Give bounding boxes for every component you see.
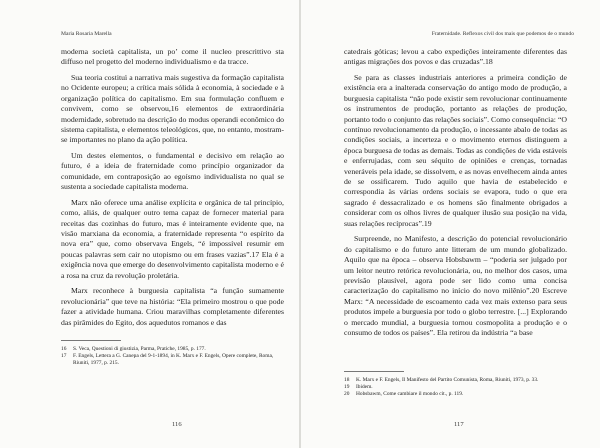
right-running-header: Fraternidade. Reflexos civil dos mais que podemos de o mundo <box>431 31 574 37</box>
right-footnotes <box>344 377 567 398</box>
right-page <box>301 0 600 448</box>
footnote-number: 16 <box>61 346 67 352</box>
paragraph: catedrais góticas; levou a cabo expedições inteiramente diferentes das antigas migrações dos povos e das cruzadas”.18 <box>344 47 567 67</box>
footnote-text: K. Marx e F. Engels, Il Manifesto del Partito Comunista, Roma, Riuniti, 1973, p. 33. <box>356 377 539 383</box>
footnote-number: 19 <box>344 384 350 391</box>
footnote-number: 20 <box>344 391 350 398</box>
paragraph: Se para as classes industriais anteriores a primeira condição de existência era a inalterada conservação do antigo modo de produção, a burguesia capitalista “não pode existir sem revolucionar continuamente os instrumentos de produção, portanto as relações de produção, portanto todo o conjunto das relações sociais”. Como consequência: “O contínuo revolucionamento da produção, o incessante abalo de todas as condições sociais, a incerteza e o movimento eternos distinguem a época burguesa de todas as demais. Todas as condições de vida estáveis e enferrujadas, com seu séquito de opiniões e crenças, tornadas veneráveis pela idade, se dissolvem, e as novas envelhecem ainda antes de se ossificarem. Tudo aquilo que havia de estabelecido e correspondia às várias ordens sociais se evapora, tudo o que era sagrado é dessacralizado e os homens são finalmente obrigados a considerar com os olhos livres de qualquer ilusão sua posição na vida, suas relações recíprocas”.19 <box>344 73 567 228</box>
paragraph: Surpreende, no Manifesto, a descrição do potencial revolucionário do capitalismo e do futuro ante litteram de um mundo globalizado. Aquilo que na época – observa Hobsbawm – “poderia ser julgado por um leitor neutro retórica revolucionária, ou, no melhor dos casos, uma previsão plausível, agora pode ser lido como uma concisa caracterização do capitalismo no início do novo milênio”.20 Escreve Marx: “A necessidade de escoamento cada vez mais extenso para seus produtos impele a burguesia por todo o globo terrestre. [...] Explorando o mercado mundial, a burguesia tornou cosmopolita a produção e o consumo de todos os países”. Ela retirou da indústria “a base <box>344 234 567 337</box>
footnote <box>61 346 284 353</box>
paragraph: Sua teoria costituì a narrativa mais sugestiva da formação capitalista no Ocidente europeu; a crítica mais sólida à economia, à sociedade e à organização política do capitalismo. Em sua formulação confluem e convivem, como se observou,16 elementos de extraordinária modernidade, sobretudo na descrição do modus operandi econômico do sistema capitalista, e elementos teleológicos, que, no entanto, mostram-se importantes no plano da ação política. <box>61 73 284 145</box>
paragraph: moderna società capitalista, un po’ come il nucleo prescrittivo sta diffuso nel progetto del moderno individualismo e da tracce. <box>61 47 284 67</box>
footnote-text: Ibidem. <box>356 384 373 391</box>
left-page <box>0 0 299 448</box>
footnote-number: 17 <box>61 353 67 360</box>
footnote-text: Hobsbawm, Come cambiare il mondo cit., p. 119. <box>356 391 464 398</box>
left-running-header: Maria Rosaria Marella <box>61 31 112 37</box>
paragraph: Marx não oferece uma análise explícita e orgânica de tal princípio, como, aliás, de qualquer outro tema capaz de fornecer material para receitas das cozinhas do futuro, mas é inteiramente evidente que, na visão marxiana da economia, a fraternidade representa “o espírito da nova era” que, como observava Engels, “é impossível resumir em poucas palavras sem cair no utopismo ou em frases vazias”.17 Ela é a exigência nova que emerge do desenvolvimento capitalista moderno e é a rosa na cruz da revolução proletária. <box>61 197 284 280</box>
left-footnotes <box>61 346 284 367</box>
footnote <box>344 391 567 398</box>
footnote <box>344 377 567 384</box>
footnote-number: 18 <box>344 377 350 383</box>
footnote-separator <box>344 371 404 372</box>
footnote <box>61 353 284 367</box>
left-page-number: 116 <box>172 421 182 428</box>
paragraph: Marx reconhece à burguesia capitalista “a função sumamente revolucionária” que teve na história: “Ela primeiro mostrou o que pode fazer a atividade humana. Criou maravilhas completamente diferentes das pirâmides do Egito, dos aquedutos romanos e das <box>61 286 284 327</box>
footnote-text: S. Veca, Questioni di giustizia, Parma, Pratiche, 1985, p. 177. <box>73 346 206 352</box>
right-page-number: 117 <box>454 421 464 428</box>
left-body-text <box>61 47 284 333</box>
paragraph: Um destes elementos, o fundamental e decisivo em relação ao futuro, é a ideia de fraternidade como princípio organizador da comunidade, em contraposição ao egoísmo individualista no qual se sustenta a sociedade capitalista moderna. <box>61 151 284 192</box>
footnote-separator <box>61 340 121 341</box>
right-body-text <box>344 47 567 344</box>
footnote-text: F. Engels, Lettera a G. Canepa del 9-1-1894, in K. Marx e F. Engels, Opere complete, Roma, Riuniti, 1977, p. 215. <box>73 353 274 367</box>
footnote <box>344 384 567 391</box>
